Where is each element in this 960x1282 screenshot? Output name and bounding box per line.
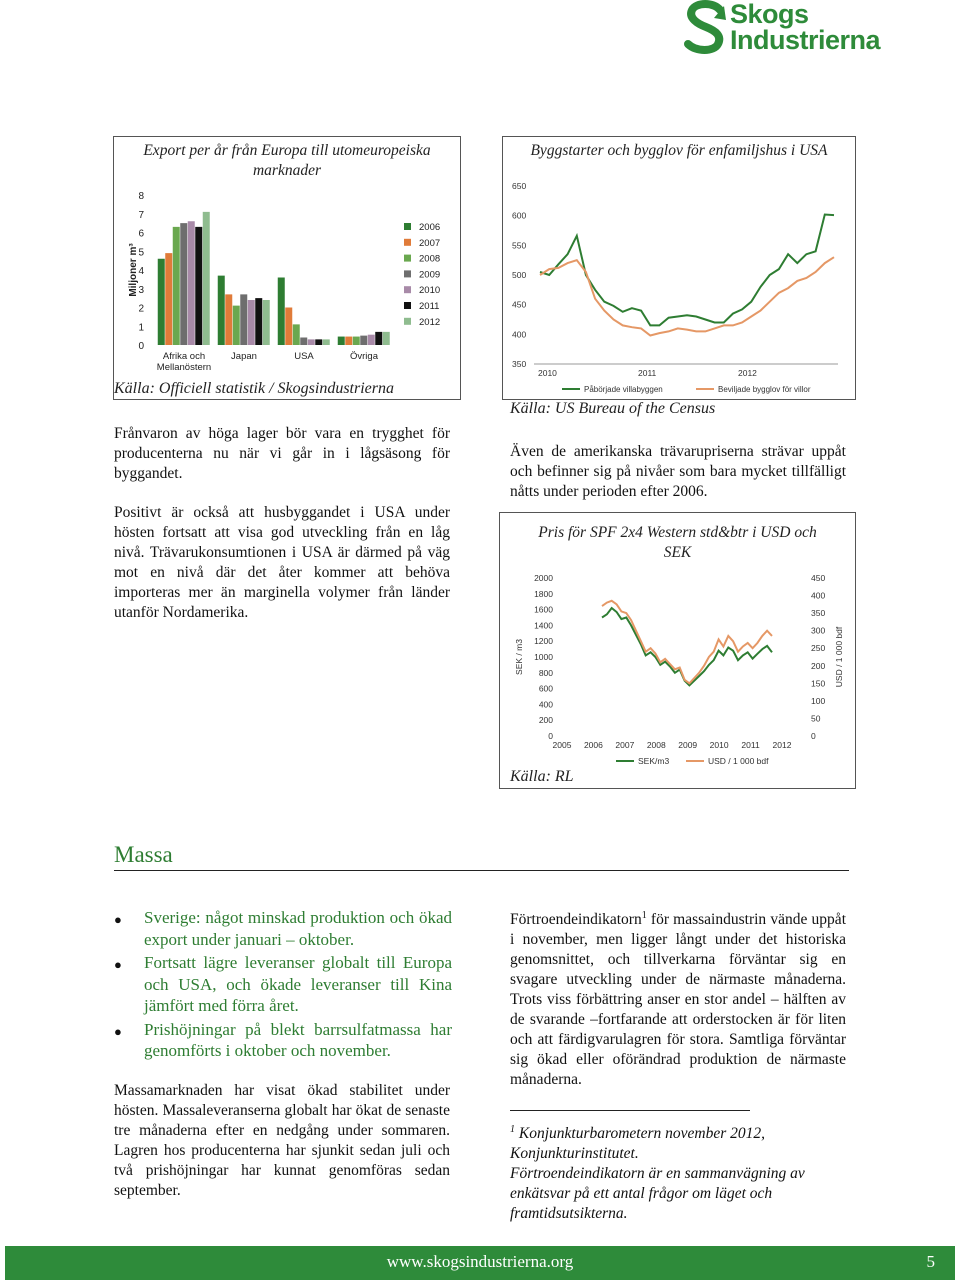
y-tick-label: 1 [138, 322, 144, 334]
y-tick-label: 4 [138, 266, 144, 277]
bar [353, 337, 360, 345]
bar [345, 337, 352, 345]
y-tick-label: 3 [138, 284, 144, 296]
y-axis-label-left: SEK / m3 [514, 639, 524, 675]
y-tick-label: 6 [138, 228, 144, 240]
legend-label: 2012 [419, 316, 441, 328]
bar [375, 332, 382, 345]
massa-paragraph-left: Massamarknaden har visat ökad stabilitet under hösten. Massaleveranserna globalt har ökat de senaste tre månaderna efter en nedgång under sommaren. Lagren hos producenterna har sjunkit sedan juli och två prishöjningar har kunnat genomföras sedan september. [114, 1082, 450, 1199]
x-tick-label: 2010 [709, 740, 729, 750]
legend-swatch [404, 255, 411, 262]
bullet-icon: ● [114, 957, 122, 972]
list-item [114, 952, 452, 1017]
y-tick-label-right: 350 [811, 608, 826, 619]
legend-label: 2009 [419, 269, 441, 281]
series-line [540, 257, 834, 335]
bar [158, 259, 165, 345]
footnote-line2: Konjunkturinstitutet. [510, 1145, 639, 1163]
y-axis-label-right: USD / 1 000 bdf [834, 626, 844, 688]
x-tick-label: 2005 [552, 740, 572, 750]
bar [180, 223, 187, 345]
massa-heading-rule [114, 870, 849, 871]
legend-label: 2006 [419, 222, 441, 233]
left-paragraph-2: Positivt är också att husbyggandet i USA under hösten fortsatt att visa god utveckling från en låg nivå. Trävarukonsumtionen i USA är därmed på väg mot en nivå där det åter kommer att behöva importeras mer än marginella volymer från länder utanför Nordamerika. [114, 504, 450, 621]
y-tick-label: 550 [512, 240, 527, 251]
footnote [510, 1120, 846, 1224]
massa-heading: Massa [114, 842, 173, 867]
bullet-icon: ● [114, 912, 122, 927]
logo-s-icon [680, 0, 730, 56]
y-tick-label: 650 [512, 181, 527, 191]
bar [263, 300, 270, 345]
legend-label: Beviljade bygglov för villor [718, 385, 811, 394]
bullet-text: Sverige: något minskad produktion och ökad export under januari – oktober. [144, 908, 452, 949]
y-tick-label: 5 [138, 247, 144, 259]
bar [338, 337, 345, 345]
series-line [602, 608, 772, 685]
x-tick-label: 2011 [638, 368, 657, 378]
bullet-text: Fortsatt lägre leveranser globalt till Europa och USA, och ökade leveranser till Kina jämfört med förra året. [144, 953, 452, 1015]
y-tick-label: 1800 [534, 588, 553, 599]
y-tick-label: 2000 [534, 573, 553, 583]
chart3-source: Källa: RL [510, 768, 574, 785]
bar [255, 298, 262, 345]
y-tick-label: 2 [138, 303, 144, 315]
footer-url[interactable]: www.skogsindustrierna.org [386, 1252, 574, 1271]
x-tick-label: 2006 [583, 740, 603, 750]
list-item [114, 1019, 452, 1062]
footnote-line3: Förtroendeindikatorn är en sammanvägning av enkätsvar på ett antal frågor om läget och framtidsutsikterna. [510, 1165, 805, 1223]
massa-bullets [114, 907, 452, 1064]
bullet-text: Prishöjningar på blekt barrsulfatmassa har genomförts i oktober och november. [144, 1019, 452, 1060]
legend-label: 2007 [419, 237, 441, 249]
bar [233, 306, 240, 345]
chart1-title-line1: Export per år från Europa till utomeuropeiska [143, 142, 431, 159]
x-tick-label: Övriga [350, 351, 378, 362]
footnote-text1: Konjunkturbarometern november 2012, [515, 1125, 765, 1143]
y-tick-label: 7 [138, 209, 144, 221]
y-tick-label-right: 300 [811, 625, 826, 636]
y-tick-label: 400 [512, 329, 527, 340]
x-tick-label: 2011 [741, 740, 760, 750]
legend-swatch [404, 318, 411, 325]
bar [225, 294, 232, 345]
bar [383, 332, 390, 345]
y-tick-label: 8 [138, 191, 144, 202]
chart2-title: Byggstarter och bygglov för enfamiljshus i USA [530, 142, 828, 159]
y-tick-label: 600 [512, 210, 527, 221]
y-tick-label-right: 250 [811, 643, 826, 654]
bar [165, 253, 172, 345]
bar [248, 300, 255, 345]
y-axis-label: Miljoner m³ [128, 243, 139, 297]
chart1-title-line2: marknader [252, 162, 322, 179]
series-line [602, 601, 772, 684]
y-tick-label-right: 200 [811, 660, 826, 671]
bar [360, 336, 367, 345]
chart3-plot [506, 568, 851, 770]
bullet-icon: ● [114, 1023, 122, 1039]
right-paragraph-1: Även de amerikanska trävarupriserna strävar uppåt och befinner sig på nivåer som bara mycket tillfälligt nåtts under perioden efter 2006. [510, 443, 846, 500]
bar [203, 212, 210, 345]
list-item [114, 907, 452, 950]
chart3-title [500, 523, 855, 563]
legend-swatch [404, 286, 411, 293]
footnote-number: 1 [510, 1124, 515, 1135]
y-tick-label-right: 400 [811, 590, 826, 601]
footnote-ref: 1 [641, 910, 647, 921]
chart1-plot [114, 175, 459, 380]
y-tick-label-right: 0 [811, 731, 816, 741]
bar [308, 339, 315, 345]
x-tick-label: Mellanöstern [156, 362, 212, 373]
bar [218, 276, 225, 345]
legend-label: 2010 [419, 285, 441, 297]
logo-line1: Skogs [730, 0, 809, 29]
bar [300, 338, 307, 346]
y-tick-label-right: 150 [811, 678, 826, 689]
bar [195, 227, 202, 345]
y-tick-label: 600 [538, 683, 553, 694]
legend-label: USD / 1 000 bdf [708, 756, 769, 766]
legend-swatch [404, 223, 411, 230]
x-tick-label: 2012 [738, 368, 757, 378]
indicator-text: för massaindustrin vände uppåt i november, men ligger långt under det historiska genomsnittet, och tillverkarna förväntar sig en svagare utveckling under de närmaste månaderna. Trots viss förbättring anser en stor andel – hälften av de svarande –fortfarande att orderstocken är för liten och att färdigvarulagren för stora. Samtliga förväntar sig ökad eller oförändrad produktion de närmaste månaderna. [510, 911, 846, 1089]
bar [285, 308, 292, 346]
y-tick-label: 200 [538, 715, 553, 726]
bar [188, 221, 195, 345]
y-tick-label-right: 100 [811, 695, 826, 706]
bar [173, 227, 180, 345]
y-tick-label: 1400 [534, 620, 553, 631]
massa-paragraph-right [510, 906, 846, 1090]
legend-swatch [404, 270, 411, 277]
bar [293, 324, 300, 345]
x-tick-label: 2007 [615, 740, 635, 750]
chart2-plot [506, 178, 846, 396]
y-tick-label: 1600 [534, 604, 553, 615]
x-tick-label: 2012 [772, 740, 792, 750]
logo [680, 0, 880, 56]
footer-page-number: 5 [926, 1252, 935, 1271]
chart2-source: Källa: US Bureau of the Census [510, 400, 716, 417]
footnote-line1 [510, 1120, 846, 1144]
y-tick-label: 0 [548, 731, 553, 741]
y-tick-label-right: 50 [811, 713, 821, 724]
y-tick-label: 0 [138, 341, 144, 352]
legend-label: 2008 [419, 253, 441, 265]
y-tick-label: 500 [512, 270, 527, 280]
legend-swatch [404, 302, 411, 309]
y-tick-label: 1000 [534, 652, 553, 662]
chart1-source: Källa: Officiell statistik / Skogsindustrierna [114, 380, 394, 397]
y-tick-label: 800 [538, 667, 553, 678]
y-tick-label: 1200 [534, 636, 553, 647]
chart3-title-line2: SEK [663, 544, 692, 561]
bar [278, 278, 285, 346]
legend-label: 2011 [419, 301, 440, 312]
indicator-word: Förtroendeindikatorn [510, 911, 642, 929]
y-tick-label-right: 450 [811, 573, 826, 583]
footnote-rule [510, 1110, 750, 1111]
bar [240, 294, 247, 345]
y-tick-label: 400 [538, 699, 553, 710]
x-tick-label: 2008 [646, 740, 666, 750]
left-paragraph-1: Frånvaron av höga lager bör vara en trygghet för producenterna nu när vi går in i lågsäsong för byggandet. [114, 425, 450, 482]
footer-bar [5, 1246, 955, 1280]
bar [368, 335, 375, 345]
legend-swatch [404, 239, 411, 246]
y-tick-label: 450 [512, 299, 527, 310]
x-tick-label: Japan [231, 351, 257, 362]
chart3-title-line1: Pris för SPF 2x4 Western std&btr i USD och [538, 524, 817, 541]
bar [323, 339, 330, 345]
y-tick-label: 350 [512, 359, 527, 369]
logo-line2: Industrierna [730, 25, 881, 55]
x-tick-label: 2010 [538, 368, 557, 378]
x-tick-label: 2009 [678, 740, 698, 750]
legend-label: SEK/m3 [638, 756, 670, 766]
x-tick-label: USA [294, 351, 314, 362]
bar [315, 339, 322, 345]
x-tick-label: Afrika och [162, 351, 206, 362]
legend-label: Påbörjade villabyggen [584, 385, 663, 394]
